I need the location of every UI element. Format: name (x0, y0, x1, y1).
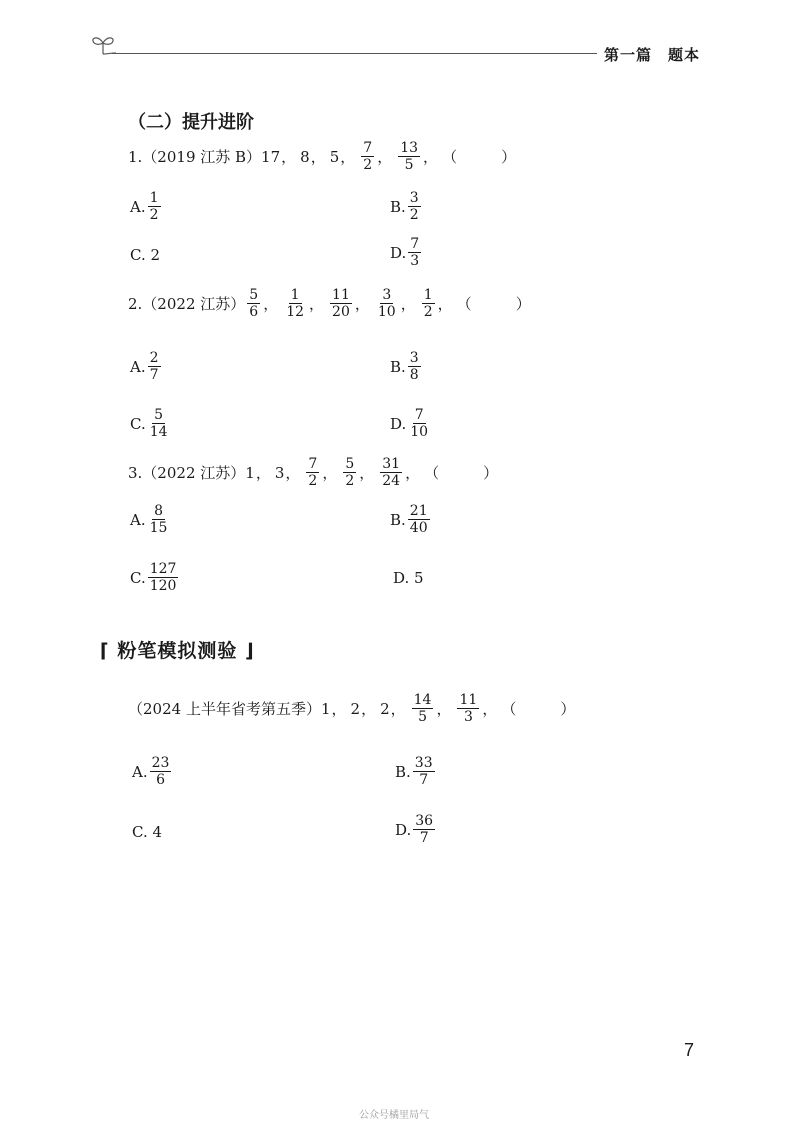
question-3: 3.（2022 江苏） 1 ， 3 ， $\frac{7}{2}$ ， $\frac{5}{2}$ ， $\frac{31}{24}$ ， （ ） (128, 456, 499, 490)
seq-fraction: $\frac{14}{5}$ (413, 692, 432, 726)
question-3-stem: 3.（2022 江苏） (128, 464, 246, 483)
header-section-label: 第一篇 题本 (604, 46, 701, 64)
question-2: 2.（2022 江苏） $\frac{5}{6}$ ， $\frac{1}{12}$ ， $\frac{11}{20}$ ， $\frac{3}{10}$ ， $\frac{1}{2}$ ， （ ） (128, 287, 531, 321)
option-d: D. $\frac{36}{7}$ (395, 813, 434, 847)
option-d: D. $\frac{7}{10}$ (390, 407, 429, 441)
option-c: C. 2 (130, 246, 161, 264)
mock-question-stem: （2024 上半年省考第五季） (128, 700, 321, 719)
seq-term: 1 (245, 463, 255, 482)
option-a: A. $\frac{1}{2}$ (130, 190, 159, 224)
mock-section-title: ⌈ 粉笔模拟测验 ⌋ (100, 640, 255, 662)
answer-blank: （ ） (456, 295, 531, 314)
seq-term: 1 (320, 699, 331, 718)
seq-fraction: $\frac{1}{12}$ (286, 287, 305, 321)
seq-term: 17 (261, 147, 281, 166)
footer-watermark: 公众号橘里局气 (359, 1110, 429, 1121)
seq-fraction: $\frac{1}{2}$ (423, 287, 433, 321)
option-d: D. $\frac{7}{3}$ (390, 236, 420, 270)
option-b: B. $\frac{33}{7}$ (395, 755, 433, 789)
option-c: C. $\frac{127}{120}$ (130, 561, 177, 595)
option-b: B. $\frac{3}{8}$ (390, 350, 419, 384)
question-1: 1.（2019 江苏 B） 17 ， 8 ， 5 ， $\frac{7}{2}$ ， $\frac{13}{5}$ ， （ ） (128, 140, 517, 174)
seq-fraction: $\frac{11}{3}$ (459, 692, 478, 726)
answer-blank: （ ） (442, 148, 517, 167)
question-1-stem: 1.（2019 江苏 B） (128, 148, 262, 167)
option-b: B. $\frac{21}{40}$ (390, 503, 428, 537)
seq-fraction: $\frac{5}{2}$ (345, 456, 355, 490)
seq-fraction: $\frac{11}{20}$ (332, 287, 350, 321)
seq-term: 8 (300, 147, 310, 166)
page-number: 7 (684, 1040, 695, 1060)
answer-blank: （ ） (501, 700, 576, 719)
question-2-stem: 2.（2022 江苏） (128, 295, 246, 314)
seq-fraction: $\frac{5}{6}$ (249, 287, 259, 321)
section-title: （二）提升进阶 (128, 112, 254, 133)
seq-term: 2 (380, 699, 390, 718)
sprout-icon (90, 32, 116, 58)
answer-blank: （ ） (424, 464, 499, 483)
option-c: C. $\frac{5}{14}$ (130, 407, 168, 441)
seq-fraction: $\frac{13}{5}$ (400, 140, 419, 174)
mock-question: （2024 上半年省考第五季） 1 ， 2 ， 2 ， $\frac{14}{5}$ ， $\frac{11}{3}$ ， （ ） (128, 692, 576, 726)
seq-fraction: $\frac{7}{2}$ (363, 140, 373, 174)
option-a: A. $\frac{23}{6}$ (132, 755, 170, 789)
seq-term: 5 (329, 147, 340, 166)
option-d: D. 5 (393, 569, 424, 587)
option-b: B. $\frac{3}{2}$ (390, 190, 419, 224)
seq-fraction: $\frac{7}{2}$ (308, 456, 318, 490)
seq-fraction: $\frac{3}{10}$ (377, 287, 396, 321)
option-a: A. $\frac{2}{7}$ (130, 350, 159, 384)
header-rule (112, 53, 597, 54)
seq-term: 2 (350, 699, 361, 718)
option-a: A. $\frac{8}{15}$ (130, 503, 168, 537)
seq-fraction: $\frac{31}{24}$ (382, 456, 401, 490)
option-c: C. 4 (132, 823, 163, 841)
seq-term: 3 (274, 463, 285, 482)
